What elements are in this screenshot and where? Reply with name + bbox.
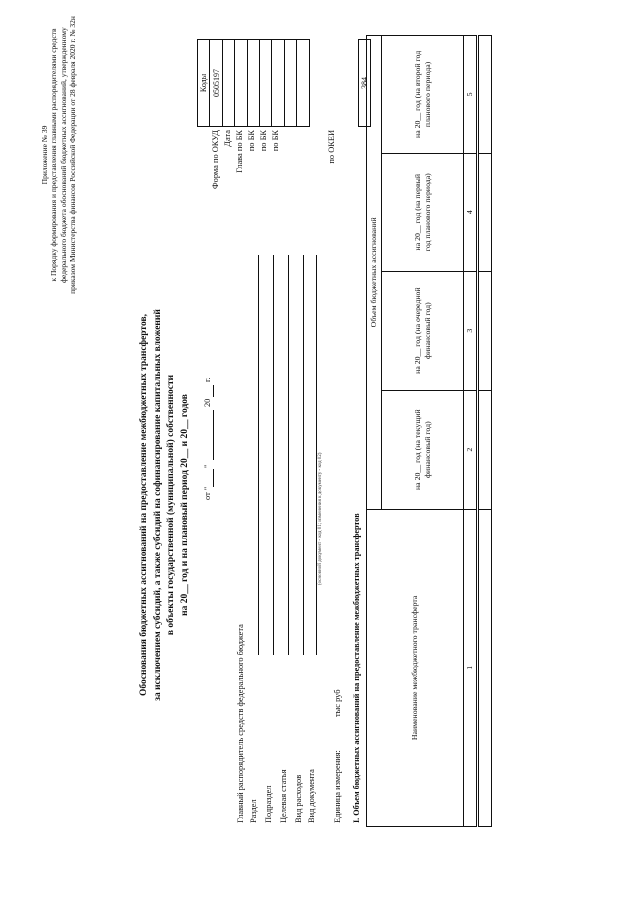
vid-rashodov-line[interactable]	[303, 255, 304, 655]
col-header-1: на 20__ год (на текущий финансовый год)	[382, 390, 464, 509]
glava-label: Глава по БК	[235, 130, 244, 173]
date-year-blank	[213, 385, 214, 397]
doc-note: (основной документ - код 01; изменения к документу - код 02)	[318, 452, 323, 585]
form-okud-label: Форма по ОКУД	[211, 130, 220, 189]
okei-label: по ОКЕИ	[327, 130, 336, 164]
col-name-header: Наименование межбюджетного трансферта	[367, 509, 464, 826]
codes-spacer	[309, 40, 358, 127]
bk-label-2: по БК	[259, 130, 268, 152]
unit-label: Единица измерения:	[333, 750, 342, 823]
razdel-line[interactable]	[258, 255, 259, 655]
date-suffix: г.	[203, 377, 212, 382]
bk-label-1: по БК	[247, 130, 256, 152]
vid-rashodov-cell[interactable]	[284, 40, 296, 127]
bk-label-3: по БК	[271, 130, 280, 152]
data-cell-4[interactable]	[478, 36, 492, 154]
celevaya-label: Целевая статья	[279, 769, 288, 823]
group-header: Объем бюджетных ассигнований	[367, 36, 382, 510]
glava-cell[interactable]	[235, 40, 247, 127]
title-line-1: Обоснования бюджетных ассигнований на предоставление межбюджетных трансфертов,	[139, 314, 149, 696]
col-header-4: на 20__ год (на второй год планового периода)	[382, 36, 464, 154]
date-label: Дата	[223, 130, 232, 147]
title-line-4: на 20__ год и на плановый период 20__ и 20__ годов	[179, 394, 190, 616]
col-header-2: на 20__ год (на очередной финансовый год)	[382, 271, 464, 390]
col-number-5: 5	[464, 36, 478, 154]
date-quote: "	[203, 464, 212, 468]
unit-value: тыс руб	[333, 689, 342, 717]
vid-rashodov-label: Вид расходов	[294, 774, 303, 823]
main-manager-label: Главный распорядитель средств федерального бюджета	[236, 624, 245, 823]
data-cell-1[interactable]	[478, 390, 492, 509]
col-header-3: на 20__ год (на первый год планового периода)	[382, 153, 464, 271]
vid-doc-label: Вид документа	[307, 769, 316, 823]
col-number-3: 3	[464, 271, 478, 390]
appendix-text: к Порядку формирования и представления главными распорядителями средств федерального бюджета обоснований бюджетных ассигнований, утвержденному приказом Министерства финансов Российской Федерации от 28 февраля 2020 г. № 32н	[49, 16, 77, 294]
date-day-blank	[213, 469, 214, 487]
date-cell[interactable]	[222, 40, 234, 127]
transfers-table	[366, 35, 492, 827]
date-year: 20	[203, 398, 212, 407]
title-line-2: за исключением субсидий, а также субсидий на софинансирование капитальных вложений	[152, 309, 163, 701]
date-month-blank	[213, 410, 214, 460]
codes-table	[197, 39, 371, 127]
data-cell-3[interactable]	[478, 153, 492, 271]
razdel-cell[interactable]	[247, 40, 259, 127]
col-number-2: 2	[464, 390, 478, 509]
vid-doc-cell[interactable]	[297, 40, 309, 127]
data-cell-name[interactable]	[478, 509, 492, 826]
vid-doc-line[interactable]	[316, 255, 317, 655]
celevaya-line[interactable]	[288, 255, 289, 655]
podrazdel-line[interactable]	[273, 255, 274, 655]
col-number-1: 1	[464, 509, 478, 826]
razdel-label: Раздел	[249, 799, 258, 823]
col-number-4: 4	[464, 153, 478, 271]
section-1-title: I. Объем бюджетных ассигнований на предоставление межбюджетных трансфертов	[352, 513, 361, 823]
okei-code: 384	[358, 40, 370, 127]
date-from: от "	[203, 486, 212, 500]
appendix-block	[40, 15, 77, 295]
codes-header: Коды	[198, 40, 210, 127]
celevaya-cell[interactable]	[272, 40, 284, 127]
appendix-number: Приложение № 39	[40, 125, 49, 185]
title-line-3: в объекты государственной (муниципальной) собственности	[166, 374, 176, 636]
form-title	[138, 195, 192, 815]
podrazdel-cell[interactable]	[259, 40, 271, 127]
data-cell-2[interactable]	[478, 271, 492, 390]
okud-code: 0505197	[210, 40, 222, 127]
podrazdel-label: Подраздел	[264, 785, 273, 823]
